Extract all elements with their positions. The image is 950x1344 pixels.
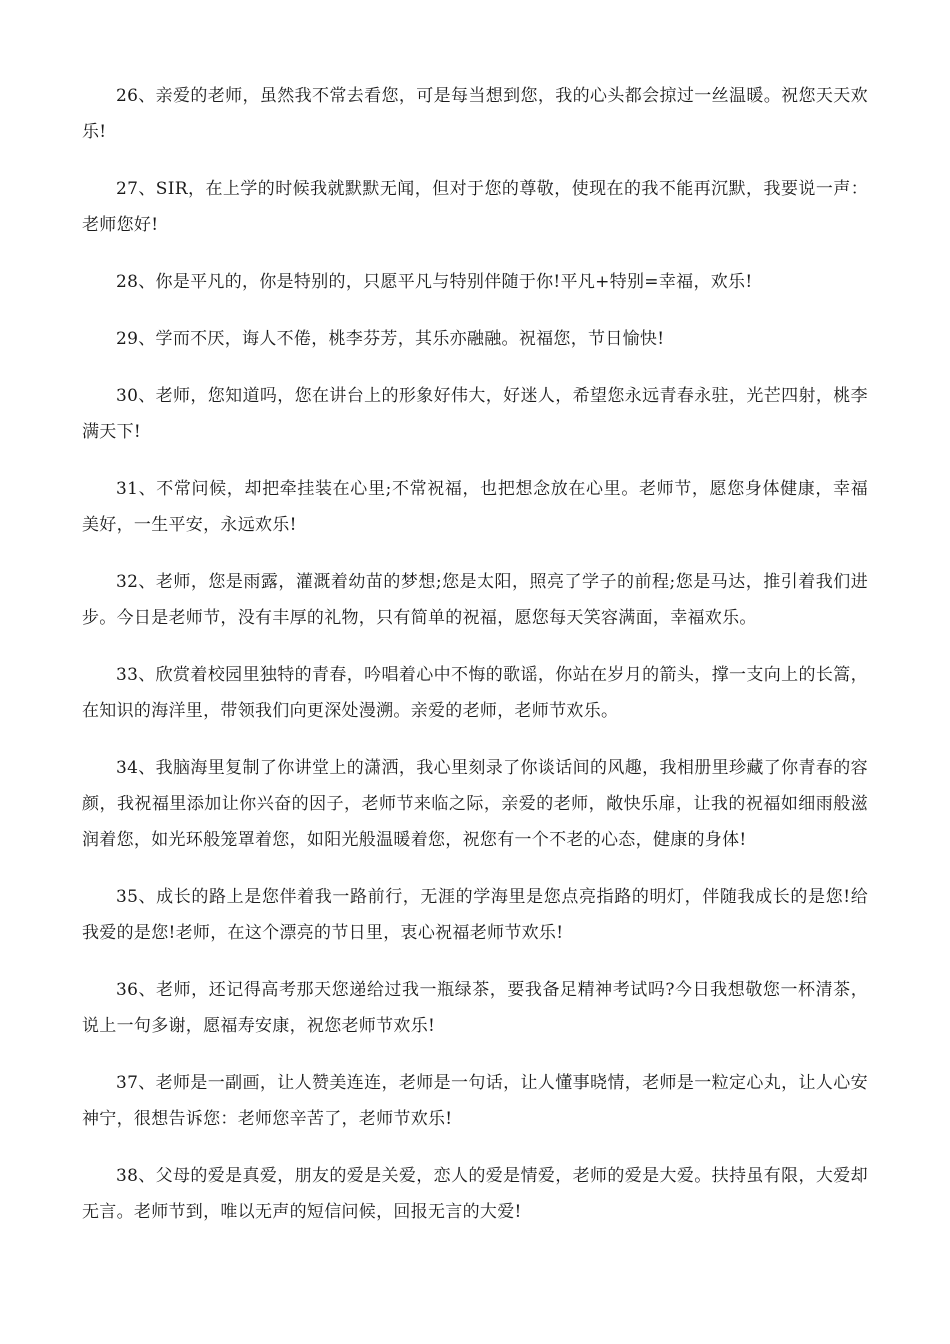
paragraph-27: 27、SIR，在上学的时候我就默默无闻，但对于您的尊敬，使现在的我不能再沉默，我要说一声：老师您好! — [82, 179, 868, 235]
paragraph-34: 34、我脑海里复制了你讲堂上的潇洒，我心里刻录了你谈话间的风趣，我相册里珍藏了你青春的容颜，我祝福里添加让你兴奋的因子，老师节来临之际，亲爱的老师，敞快乐扉，让我的祝福如细雨般滋润着您，如光环般笼罩着您，如阳光般温暖着您，祝您有一个不老的心态，健康的身体! — [82, 758, 868, 850]
paragraph-26: 26、亲爱的老师，虽然我不常去看您，可是每当想到您，我的心头都会掠过一丝温暖。祝您天天欢乐! — [82, 86, 868, 142]
paragraph-35: 35、成长的路上是您伴着我一路前行，无涯的学海里是您点亮指路的明灯，伴随我成长的是您!给我爱的是您!老师，在这个漂亮的节日里，衷心祝福老师节欢乐! — [82, 887, 868, 943]
paragraph-33: 33、欣赏着校园里独特的青春，吟唱着心中不悔的歌谣，你站在岁月的箭头，撑一支向上的长篙，在知识的海洋里，带领我们向更深处漫溯。亲爱的老师，老师节欢乐。 — [82, 665, 868, 721]
document-body — [82, 78, 868, 1251]
paragraph-38: 38、父母的爱是真爱，朋友的爱是关爱，恋人的爱是情爱，老师的爱是大爱。扶持虽有限，大爱却无言。老师节到，唯以无声的短信问候，回报无言的大爱! — [82, 1166, 868, 1222]
paragraph-28: 28、你是平凡的，你是特别的，只愿平凡与特别伴随于你!平凡+特别=幸福，欢乐! — [116, 272, 753, 292]
paragraph-30: 30、老师，您知道吗，您在讲台上的形象好伟大，好迷人，希望您永远青春永驻，光芒四射，桃李满天下! — [82, 386, 868, 442]
paragraph-37: 37、老师是一副画，让人赞美连连，老师是一句话，让人懂事晓情，老师是一粒定心丸，让人心安神宁，很想告诉您：老师您辛苦了，老师节欢乐! — [82, 1073, 868, 1129]
paragraph-31: 31、不常问候，却把牵挂装在心里;不常祝福，也把想念放在心里。老师节，愿您身体健康，幸福美好，一生平安，永远欢乐! — [82, 479, 868, 535]
paragraph-32: 32、老师，您是雨露，灌溉着幼苗的梦想;您是太阳，照亮了学子的前程;您是马达，推引着我们进步。今日是老师节，没有丰厚的礼物，只有简单的祝福，愿您每天笑容满面，幸福欢乐。 — [82, 572, 868, 628]
paragraph-36: 36、老师，还记得高考那天您递给过我一瓶绿茶，要我备足精神考试吗?今日我想敬您一杯清茶，说上一句多谢，愿福寿安康，祝您老师节欢乐! — [82, 980, 868, 1036]
paragraph-29: 29、学而不厌，诲人不倦，桃李芬芳，其乐亦融融。祝福您，节日愉快! — [116, 329, 665, 349]
